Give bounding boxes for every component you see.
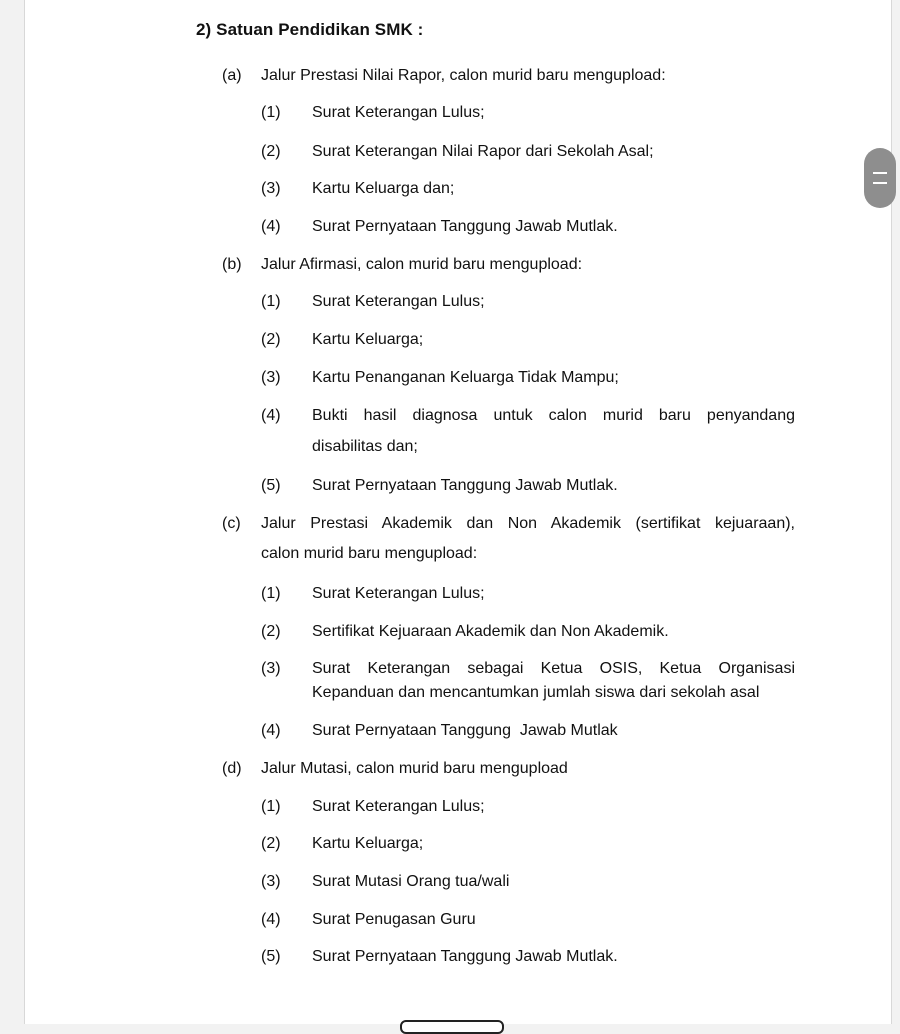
list-item-number: (3) [261, 369, 281, 386]
list-item-text: Surat Keterangan Lulus; [312, 585, 485, 602]
list-item-text: Surat Mutasi Orang tua/wali [312, 873, 510, 890]
list-item-text: Surat Pernyataan Tanggung Jawab Mutlak [312, 722, 618, 739]
section-heading: 2) Satuan Pendidikan SMK : [196, 20, 424, 39]
list-item-text-continued: disabilitas dan; [312, 438, 418, 455]
list-item-text: Surat Keterangan Lulus; [312, 293, 485, 310]
list-item-text: Kartu Penanganan Keluarga Tidak Mampu; [312, 369, 619, 386]
section-a-label: (a) [222, 67, 242, 84]
list-item-text: Surat Keterangan Lulus; [312, 104, 485, 121]
list-item-number: (2) [261, 623, 281, 640]
list-item-text: Surat Keterangan Lulus; [312, 798, 485, 815]
list-item-number: (2) [261, 835, 281, 852]
list-item-number: (4) [261, 218, 281, 235]
list-item-number: (1) [261, 293, 281, 310]
list-item-number: (5) [261, 948, 281, 965]
list-item-number: (1) [261, 104, 281, 121]
list-item-text: Surat Keterangan Nilai Rapor dari Sekolah Asal; [312, 143, 654, 160]
list-item-text: Surat Keterangan sebagai Ketua OSIS, Ketua Organisasi [312, 660, 795, 677]
list-item-number: (2) [261, 331, 281, 348]
list-item-text: Bukti hasil diagnosa untuk calon murid baru penyandang [312, 407, 795, 424]
scrollbar-handle[interactable] [864, 148, 896, 208]
list-item-text: Surat Penugasan Guru [312, 911, 476, 928]
list-item-number: (4) [261, 722, 281, 739]
list-item-text: Surat Pernyataan Tanggung Jawab Mutlak. [312, 477, 618, 494]
list-item-text-continued: Kepanduan dan mencantumkan jumlah siswa dari sekolah asal [312, 684, 760, 701]
list-item-number: (5) [261, 477, 281, 494]
section-c-title: Jalur Prestasi Akademik dan Non Akademik (sertifikat kejuaraan), [261, 515, 795, 532]
list-item-number: (4) [261, 911, 281, 928]
section-b-title: Jalur Afirmasi, calon murid baru mengupload: [261, 256, 583, 273]
list-item-number: (1) [261, 798, 281, 815]
section-d-title: Jalur Mutasi, calon murid baru mengupload [261, 760, 568, 777]
list-item-text: Sertifikat Kejuaraan Akademik dan Non Akademik. [312, 623, 669, 640]
drag-handle-icon [873, 172, 887, 184]
section-b-label: (b) [222, 256, 242, 273]
list-item-number: (2) [261, 143, 281, 160]
list-item-number: (4) [261, 407, 281, 424]
list-item-text: Kartu Keluarga dan; [312, 180, 455, 197]
section-d-label: (d) [222, 760, 242, 777]
list-item-number: (1) [261, 585, 281, 602]
section-c-title-continued: calon murid baru mengupload: [261, 545, 478, 562]
list-item-text: Surat Pernyataan Tanggung Jawab Mutlak. [312, 218, 618, 235]
list-item-number: (3) [261, 660, 281, 677]
list-item-number: (3) [261, 180, 281, 197]
list-item-text: Kartu Keluarga; [312, 835, 424, 852]
section-c-label: (c) [222, 515, 241, 532]
section-a-title: Jalur Prestasi Nilai Rapor, calon murid baru mengupload: [261, 67, 666, 84]
list-item-text: Surat Pernyataan Tanggung Jawab Mutlak. [312, 948, 618, 965]
list-item-number: (3) [261, 873, 281, 890]
bottom-toolbar-pill[interactable] [400, 1020, 504, 1034]
list-item-text: Kartu Keluarga; [312, 331, 424, 348]
